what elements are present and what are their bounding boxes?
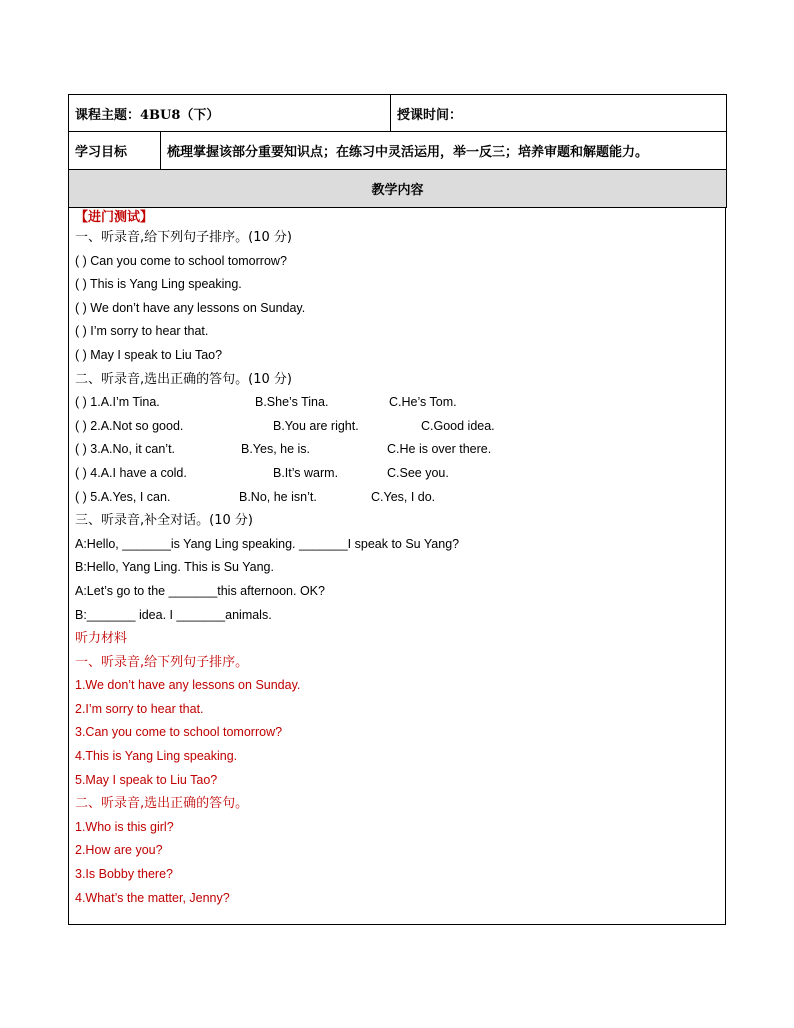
option-b: B.You are right.: [273, 418, 359, 433]
content-heading: 教学内容: [69, 170, 727, 208]
section2-item: [75, 415, 725, 439]
section2-item: [75, 438, 725, 462]
option-c: C.See you.: [387, 465, 449, 480]
option-stem: ( ) 2.A.Not so good.: [75, 418, 184, 433]
goal-text: 梳理掌握该部分重要知识点；在练习中灵活运用，举一反三；培养审题和解题能力。: [161, 132, 727, 170]
section1-item: ( ) I’m sorry to hear that.: [75, 324, 209, 339]
dialogue-line: A:Let’s go to the _______this afternoon. OK?: [75, 583, 325, 598]
materials-part2-title: 二、听录音,选出正确的答句。: [75, 796, 249, 812]
option-c: C.He’s Tom.: [389, 395, 457, 410]
option-b: B.Yes, he is.: [241, 442, 311, 457]
dialogue-line: A:Hello, _______is Yang Ling speaking. _______I speak to Su Yang?: [75, 536, 460, 551]
course-header-table: [68, 94, 727, 208]
section3-title: 三、听录音,补全对话。(10 分): [75, 513, 253, 529]
materials-part1-item: 3.Can you come to school tomorrow?: [75, 725, 283, 740]
materials-part1-item: 1.We don’t have any lessons on Sunday.: [75, 678, 301, 693]
section2-title: 二、听录音,选出正确的答句。(10 分): [75, 371, 292, 387]
option-stem: ( ) 1.A.I’m Tina.: [75, 395, 160, 410]
worksheet: [68, 94, 726, 925]
class-time: 授课时间：: [391, 95, 727, 132]
option-c: C.Good idea.: [421, 418, 495, 433]
materials-part1-item: 5.May I speak to Liu Tao?: [75, 772, 218, 787]
option-c: C.Yes, I do.: [371, 489, 436, 504]
section1-title: 一、听录音,给下列句子排序。(10 分): [75, 230, 292, 245]
materials-part2-item: 2.How are you?: [75, 843, 163, 858]
option-stem: ( ) 3.A.No, it can’t.: [75, 442, 176, 457]
dialogue-line: B:_______ idea. I _______animals.: [75, 607, 272, 622]
option-stem: ( ) 5.A.Yes, I can.: [75, 489, 171, 504]
materials-title: 听力材料: [75, 631, 128, 647]
option-b: B.She’s Tina.: [255, 395, 329, 410]
section2-item: [75, 462, 725, 486]
option-stem: ( ) 4.A.I have a cold.: [75, 465, 187, 480]
section2-item: [75, 391, 725, 415]
section1-item: ( ) We don’t have any lessons on Sunday.: [75, 300, 306, 315]
dialogue-line: B:Hello, Yang Ling. This is Su Yang.: [75, 560, 274, 575]
materials-part2-item: 4.What’s the matter, Jenny?: [75, 890, 230, 905]
materials-part2-item: 3.Is Bobby there?: [75, 867, 173, 882]
option-b: B.No, he isn’t.: [239, 489, 317, 504]
option-c: C.He is over there.: [387, 442, 492, 457]
section1-item: ( ) Can you come to school tomorrow?: [75, 253, 287, 268]
entry-test-tag: 【进门测试】: [75, 210, 154, 225]
section1-item: ( ) This is Yang Ling speaking.: [75, 277, 242, 292]
course-topic: 课程主题：4BU8（下）: [69, 95, 391, 132]
materials-part2-item: 1.Who is this girl?: [75, 819, 174, 834]
goal-label: 学习目标: [69, 132, 161, 170]
section1-item: ( ) May I speak to Liu Tao?: [75, 347, 223, 362]
section2-item: [75, 486, 725, 510]
option-b: B.It’s warm.: [273, 465, 339, 480]
materials-part1-item: 2.I’m sorry to hear that.: [75, 701, 204, 716]
materials-part1-item: 4.This is Yang Ling speaking.: [75, 749, 238, 764]
materials-part1-title: 一、听录音,给下列句子排序。: [75, 654, 249, 670]
content-cell: [68, 208, 726, 925]
